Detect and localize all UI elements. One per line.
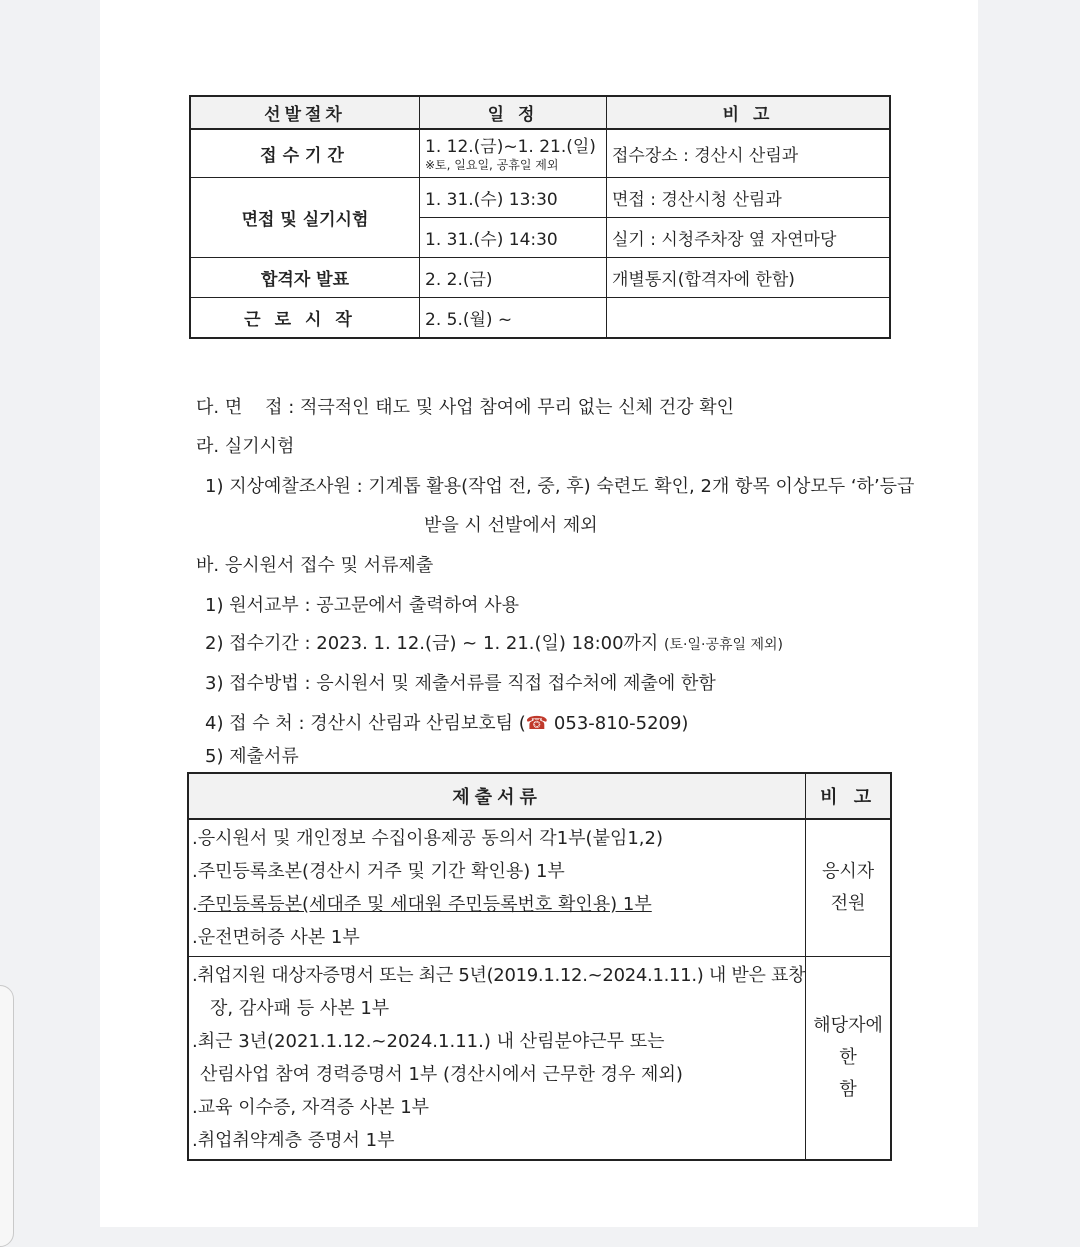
header-remark: 비 고 — [607, 96, 891, 129]
practical-title: 라. 실기시험 — [196, 436, 295, 457]
date-cell: 2. 2.(금) — [420, 258, 607, 298]
doc-item-underlined: 주민등록등본(세대주 및 세대원 주민등록번호 확인용) 1부 — [197, 894, 652, 915]
schedule-row — [190, 298, 890, 339]
phone-icon: ☎ — [525, 713, 549, 734]
application-item-5: 5) 제출서류 — [205, 746, 299, 767]
doc-item: .취업지원 대상자증명서 또는 최근 5년(2019.1.12.~2024.1.11.) 내 받은 표창 — [192, 965, 806, 986]
docs-group-2-note — [806, 957, 891, 1161]
remark-cell: 실기 : 시청주차장 옆 자연마당 — [607, 218, 891, 258]
doc-item: .교육 이수증, 자격증 사본 1부 — [192, 1097, 430, 1118]
note-line: 함 — [839, 1079, 857, 1100]
doc-item: .최근 3년(2021.1.12.~2024.1.11.) 내 산림분야근무 또는 — [192, 1031, 665, 1052]
remark-cell: 면접 : 경산시청 산림과 — [607, 178, 891, 218]
docs-header-row — [188, 773, 891, 819]
schedule-table — [189, 95, 891, 339]
schedule-row — [190, 129, 890, 178]
schedule-header-row — [190, 96, 890, 129]
note-line: 전원 — [830, 893, 866, 914]
interview-text: 다. 면 접 : 적극적인 태도 및 사업 참여에 무리 없는 신체 건강 확인 — [196, 397, 735, 418]
step-cell: 접수기간 — [190, 129, 420, 178]
docs-group-1-items — [188, 819, 806, 957]
date-note: ※토, 일요일, 공휴일 제외 — [425, 157, 559, 172]
schedule-row — [190, 258, 890, 298]
doc-item: .취업취약계층 증명서 1부 — [192, 1130, 395, 1151]
header-step: 선발절차 — [190, 96, 420, 129]
date-cell — [420, 129, 607, 178]
application-item-2-note: (토·일·공휴일 제외) — [664, 637, 783, 653]
note-line: 응시자 — [822, 861, 875, 882]
docs-group-row — [188, 957, 891, 1161]
header-docs-remark: 비 고 — [806, 773, 891, 819]
application-item-2-text: 2) 접수기간 : 2023. 1. 12.(금) ~ 1. 21.(일) 18:00까지 — [205, 633, 659, 654]
doc-item: .운전면허증 사본 1부 — [192, 927, 360, 948]
date-cell: 1. 31.(수) 13:30 — [420, 178, 607, 218]
doc-item-dot: . — [192, 894, 198, 915]
date-cell: 1. 31.(수) 14:30 — [420, 218, 607, 258]
practical-item-1-cont: 받을 시 선발에서 제외 — [424, 515, 598, 536]
date-text: 1. 12.(금)~1. 21.(일) — [425, 136, 596, 157]
application-item-4-prefix: 4) 접 수 처 : 경산시 산림과 산림보호팀 ( — [205, 713, 526, 734]
docs-group-row — [188, 819, 891, 957]
header-docs: 제출서류 — [188, 773, 806, 819]
application-item-3: 3) 접수방법 : 응시원서 및 제출서류를 직접 접수처에 제출에 한함 — [205, 673, 716, 694]
step-cell: 합격자 발표 — [190, 258, 420, 298]
step-cell: 근로시작 — [190, 298, 420, 339]
doc-item — [192, 888, 805, 921]
application-item-4-phone: 053-810-5209) — [548, 713, 689, 734]
docs-group-2-items — [188, 957, 806, 1161]
remark-cell: 접수장소 : 경산시 산림과 — [607, 129, 891, 178]
doc-item: 장, 감사패 등 사본 1부 — [210, 998, 390, 1019]
date-cell: 2. 5.(월) ~ — [420, 298, 607, 339]
doc-item: 산림사업 참여 경력증명서 1부 (경산시에서 근무한 경우 제외) — [200, 1064, 683, 1085]
schedule-row — [190, 178, 890, 218]
doc-item: .주민등록초본(경산시 거주 및 기간 확인용) 1부 — [192, 861, 565, 882]
practical-item-1: 1) 지상예찰조사원 : 기계톱 활용(작업 전, 중, 후) 숙련도 확인, 2개 항목 이상모두 ‘하’등급 — [205, 476, 915, 497]
docs-table — [187, 772, 892, 1161]
header-date: 일 정 — [420, 96, 607, 129]
remark-cell: 개별통지(합격자에 한함) — [607, 258, 891, 298]
doc-item: .응시원서 및 개인정보 수집이용제공 동의서 각1부(붙임1,2) — [192, 828, 663, 849]
note-line: 해당자에 한 — [813, 1015, 883, 1068]
application-item-4 — [205, 712, 688, 736]
remark-cell — [607, 298, 891, 339]
application-item-2 — [205, 632, 783, 657]
step-cell: 면접 및 실기시험 — [190, 178, 420, 258]
application-item-1: 1) 원서교부 : 공고문에서 출력하여 사용 — [205, 595, 519, 616]
scroll-edge-handle[interactable] — [0, 985, 14, 1247]
application-title: 바. 응시원서 접수 및 서류제출 — [196, 555, 434, 576]
docs-group-1-note — [806, 819, 891, 957]
